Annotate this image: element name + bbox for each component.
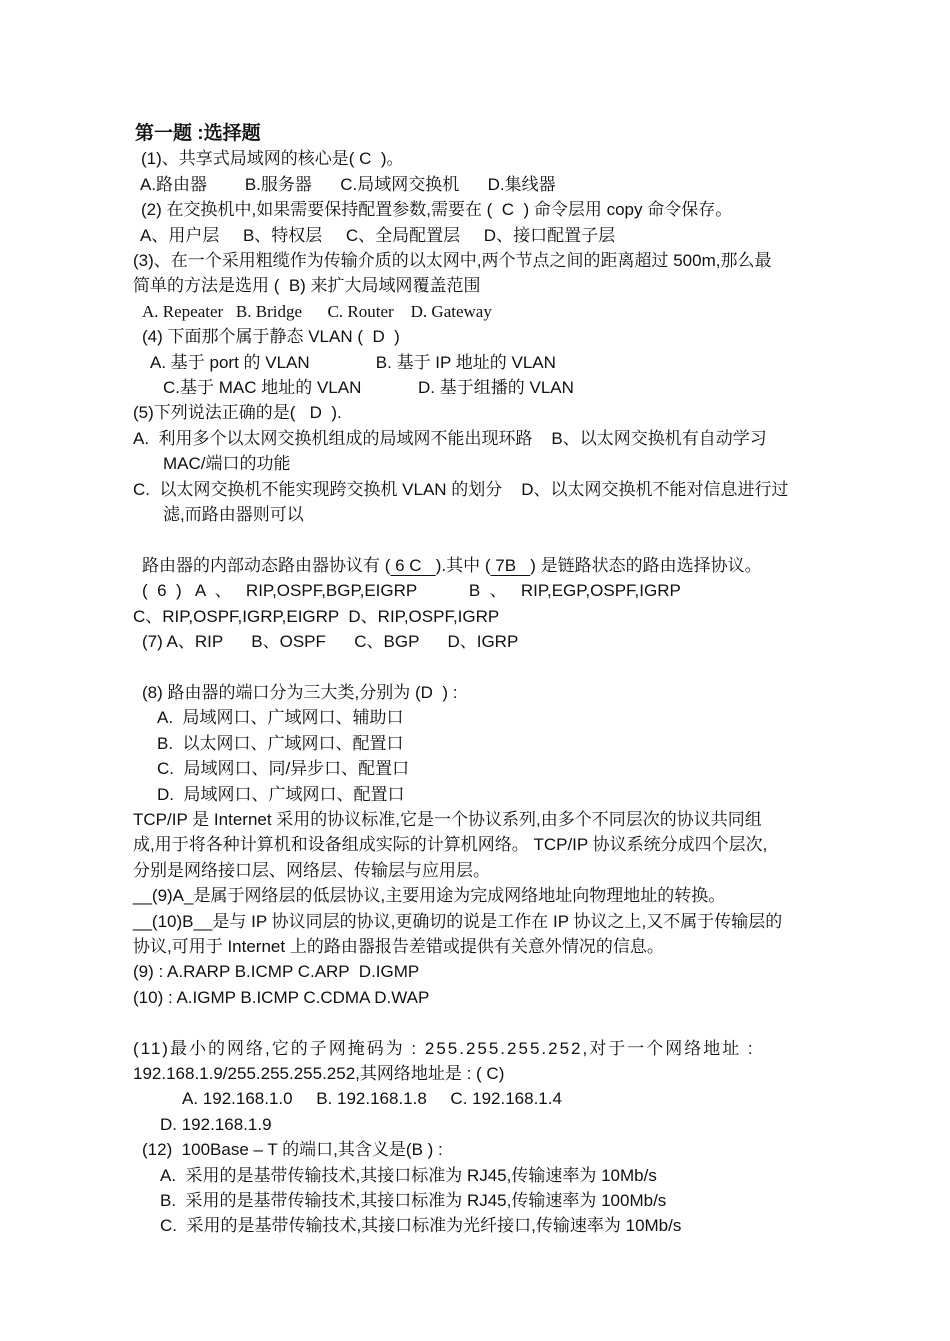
q3-stem-line1: (3)、在一个采用粗缆作为传输介质的以太网中,两个节点之间的距离超过 500m,那么最 [133, 251, 772, 271]
q6-intro-mid: ).其中 ( [435, 555, 491, 575]
q3-stem-line2: 简单的方法是选用 ( B) 来扩大局域网覆盖范围 [133, 276, 481, 296]
q7-intro-tail: ) 是链路状态的路由选择协议。 [530, 555, 762, 575]
tcpip-paragraph-line2: 成,用于将各种计算机和设备组成实际的计算机网络。 TCP/IP 协议系统分成四个层次, [133, 835, 768, 855]
document-page [133, 121, 825, 1239]
blank-line [133, 1010, 825, 1035]
q6-answer-blank: 6 C [390, 555, 436, 575]
tcpip-paragraph-line3: 分别是网络接口层、网络层、传输层与应用层。 [133, 860, 490, 880]
q8-stem: (8) 路由器的端口分为三大类,分别为 (D ) : [142, 682, 458, 702]
q9-options: (9) : A.RARP B.ICMP C.ARP D.IGMP [133, 962, 420, 982]
blank-line [133, 655, 825, 680]
q2-stem: (2) 在交换机中,如果需要保持配置参数,需要在 ( C ) 命令层用 copy 命令保存。 [141, 200, 733, 220]
q6-options-ab: ( 6 ) A 、 RIP,OSPF,BGP,EIGRP B 、 RIP,EGP,OSPF,IGRP [142, 581, 681, 601]
q5-option-b-cont: MAC/端口的功能 [163, 454, 291, 474]
q11-option-d: D. 192.168.1.9 [160, 1114, 272, 1134]
q12-option-c: C. 采用的是基带传输技术,其接口标准为光纤接口,传输速率为 10Mb/s [160, 1216, 682, 1236]
q8-option-c: C. 局域网口、同/异步口、配置口 [157, 759, 410, 779]
q12-stem: (12) 100Base – T 的端口,其含义是(B ) : [142, 1140, 443, 1160]
tcpip-paragraph-line1: TCP/IP 是 Internet 采用的协议标准,它是一个协议系列,由多个不同层次的协议共同组 [133, 809, 762, 829]
q6-q7-intro [133, 553, 825, 578]
q5-stem: (5)下列说法正确的是( D ). [133, 403, 342, 423]
q8-option-d: D. 局域网口、广域网口、配置口 [157, 784, 405, 804]
q5-option-d-cont: 滤,而路由器则可以 [163, 505, 304, 525]
q4-options-cd: C.基于 MAC 地址的 VLAN D. 基于组播的 VLAN [163, 378, 574, 398]
q7-options: (7) A、RIP B、OSPF C、BGP D、IGRP [142, 632, 519, 652]
q6-intro-text: 路由器的内部动态路由器协议有 ( [142, 555, 391, 575]
blank-line [133, 528, 825, 553]
q8-option-a: A. 局域网口、广域网口、辅助口 [157, 708, 404, 728]
q11-stem-line1: (11)最小的网络,它的子网掩码为 : 255.255.255.252,对于一个网络地址 : [133, 1038, 755, 1058]
q8-option-b: B. 以太网口、广域网口、配置口 [157, 733, 404, 753]
q4-stem: (4) 下面那个属于静态 VLAN ( D ) [142, 327, 400, 347]
q6-options-cd: C、RIP,OSPF,IGRP,EIGRP D、RIP,OSPF,IGRP [133, 606, 500, 626]
q11-stem-line2: 192.168.1.9/255.255.255.252,其网络地址是 : ( C) [133, 1063, 505, 1083]
q1-stem: (1)、共享式局域网的核心是( C )。 [141, 149, 404, 169]
section-heading: 第一题 :选择题 [135, 123, 261, 144]
q12-option-b: B. 采用的是基带传输技术,其接口标准为 RJ45,传输速率为 100Mb/s [160, 1191, 667, 1211]
q2-options: A、用户层 B、特权层 C、全局配置层 D、接口配置子层 [140, 225, 616, 245]
q5-options-cd: C. 以太网交换机不能实现跨交换机 VLAN 的划分 D、以太网交换机不能对信息进行过 [133, 479, 789, 499]
q10-options: (10) : A.IGMP B.ICMP C.CDMA D.WAP [133, 987, 430, 1007]
q10-fill-desc-line1: __(10)B__是与 IP 协议同层的协议,更确切的说是工作在 IP 协议之上,又不属于传输层的 [133, 911, 783, 931]
q10-fill-desc-line2: 协议,可用于 Internet 上的路由器报告差错或提供有关意外情况的信息。 [133, 936, 664, 956]
q4-options-ab: A. 基于 port 的 VLAN B. 基于 IP 地址的 VLAN [150, 352, 556, 372]
q11-options-abc: A. 192.168.1.0 B. 192.168.1.8 C. 192.168.1.4 [182, 1089, 562, 1109]
q1-options: A.路由器 B.服务器 C.局域网交换机 D.集线器 [140, 174, 556, 194]
q7-answer-blank: 7B [490, 555, 531, 575]
q5-options-ab: A. 利用多个以太网交换机组成的局域网不能出现环路 B、以太网交换机有自动学习 [133, 428, 767, 448]
q3-options: A. Repeater B. Bridge C. Router D. Gateway [142, 301, 492, 321]
q9-fill-desc: __(9)A_是属于网络层的低层协议,主要用途为完成网络地址向物理地址的转换。 [133, 886, 726, 906]
q12-option-a: A. 采用的是基带传输技术,其接口标准为 RJ45,传输速率为 10Mb/s [160, 1165, 657, 1185]
